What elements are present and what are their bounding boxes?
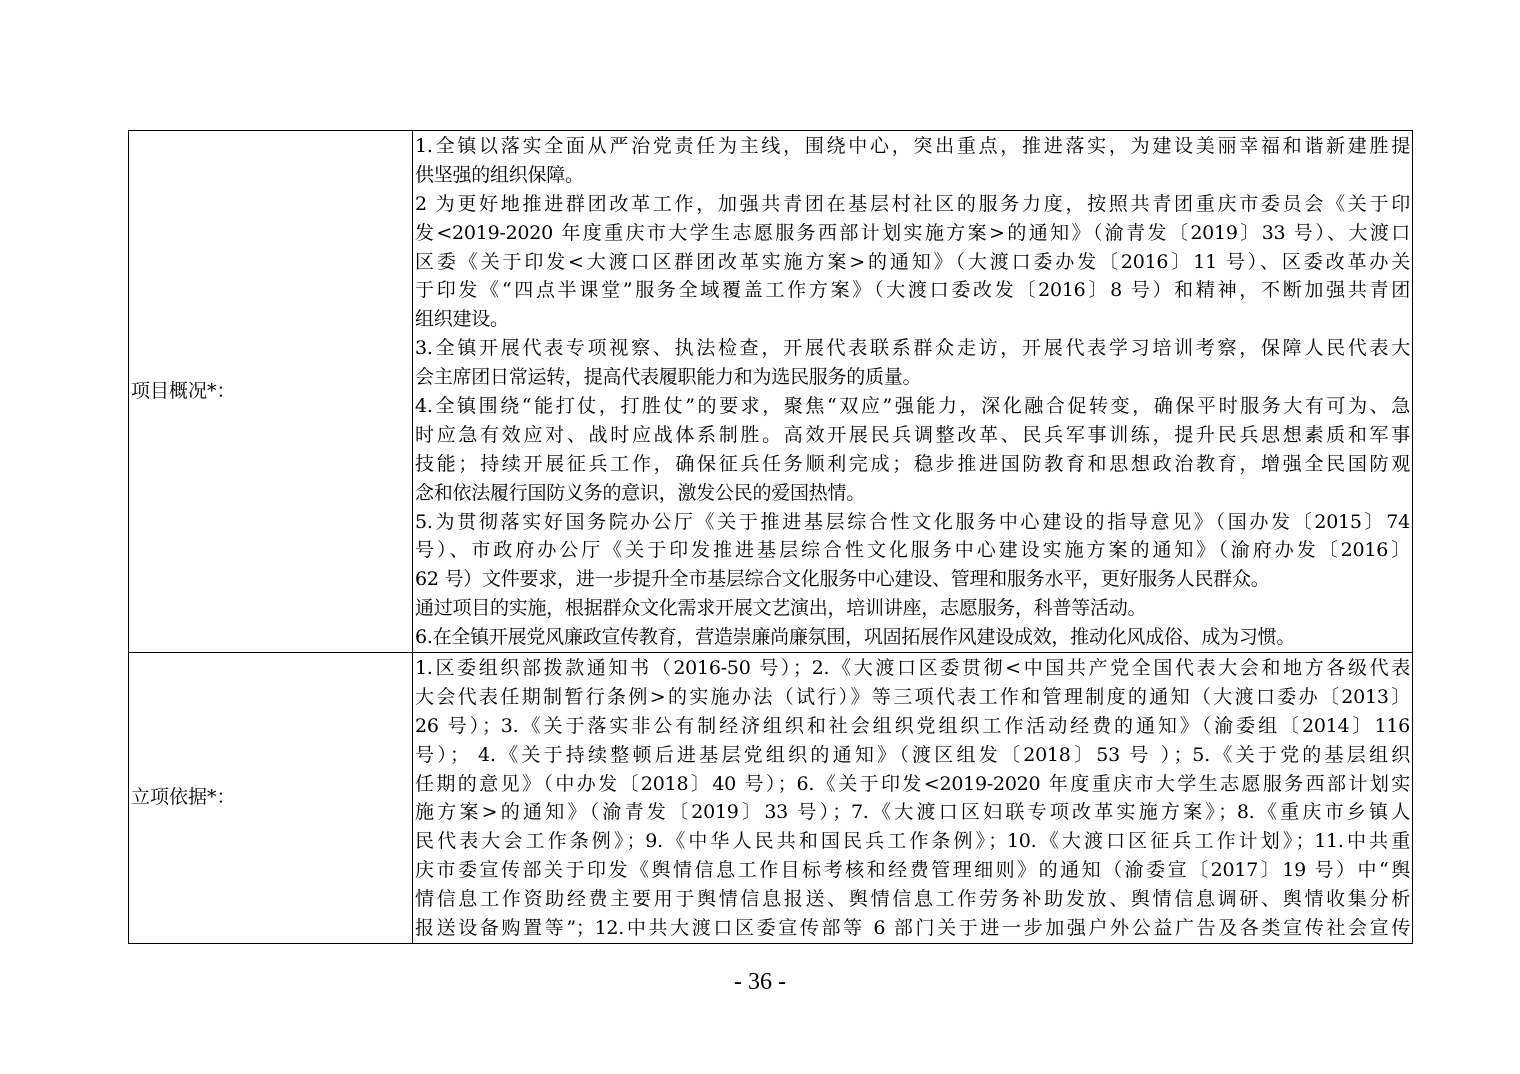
- overview-line: 通过项目的实施，根据群众文化需求开展文艺演出，培训讲座，志愿服务，科普等活动。: [415, 597, 1147, 620]
- overview-line: 1.全镇以落实全面从严治党责任为主线，围绕中心，突出重点，推进落实，为建设美丽幸福和谐新建胜提: [415, 135, 1410, 157]
- project-info-table: [128, 130, 1413, 944]
- overview-line: 5.为贯彻落实好国务院办公厅《关于推进基层综合性文化服务中心建设的指导意见》（国办发〔2015〕74: [415, 510, 1410, 533]
- overview-line: 4.全镇围绕“能打仗，打胜仗”的要求，聚焦“双应”强能力，深化融合促转变，确保平时服务大有可为、急: [415, 395, 1410, 418]
- overview-line: 6.在全镇开展党风廉政宣传教育，营造崇廉尚廉氛围，巩固拓展作风建设成效，推动化风成俗、成为习惯。: [415, 626, 1296, 649]
- project-basis-label: 立项依据*：: [129, 653, 413, 944]
- basis-line: 民代表大会工作条例》；9.《中华人民共和国民兵工作条例》；10.《大渡口区征兵工作计划》；11.中共重: [415, 830, 1410, 853]
- overview-line: 区委《关于印发<大渡口区群团改革实施方案>的通知》（大渡口委办发〔2016〕11 号）、区委改革办关: [415, 250, 1410, 273]
- overview-line: 号）、市政府办公厅《关于印发推进基层综合性文化服务中心建设实施方案的通知》（渝府办发〔2016〕: [415, 539, 1410, 562]
- overview-line: 组织建设。: [415, 308, 509, 331]
- overview-line: 62 号）文件要求，进一步提升全市基层综合文化服务中心建设、管理和服务水平，更好服务人民群众。: [415, 568, 1270, 591]
- overview-line: 会主席团日常运转，提高代表履职能力和为选民服务的质量。: [415, 366, 922, 389]
- basis-line: 施方案>的通知》（渝青发〔2019〕33 号）；7.《大渡口区妇联专项改革实施方案》；8.《重庆市乡镇人: [415, 801, 1410, 824]
- overview-line: 于印发《“四点半课堂”服务全域覆盖工作方案》（大渡口委改发〔2016〕8 号）和精神，不断加强共青团: [415, 279, 1410, 302]
- basis-line: 任期的意见》（中办发〔2018〕40 号）；6.《关于印发<2019-2020 年度重庆市大学生志愿服务西部计划实: [415, 772, 1410, 795]
- table-row-project-overview: [129, 131, 1413, 653]
- overview-line: 供坚强的组织保障。: [415, 163, 584, 186]
- overview-line: 发<2019-2020 年度重庆市大学生志愿服务西部计划实施方案>的通知》（渝青发〔2019〕33 号）、大渡口: [415, 221, 1410, 244]
- project-overview-content: [413, 131, 1413, 653]
- overview-line: 时应急有效应对、战时应战体系制胜。高效开展民兵调整改革、民兵军事训练，提升民兵思想素质和军事: [415, 423, 1410, 446]
- basis-line: 报送设备购置等”；12.中共大渡口区委宣传部等 6 部门关于进一步加强户外公益广告及各类宣传社会宣传: [415, 917, 1410, 940]
- basis-line: 1.区委组织部拨款通知书（2016-50 号）；2.《大渡口区委贯彻<中国共产党全国代表大会和地方各级代表: [415, 657, 1410, 680]
- overview-line: 技能；持续开展征兵工作，确保征兵任务顺利完成；稳步推进国防教育和思想政治教育，增强全民国防观: [415, 452, 1410, 475]
- basis-line: 26 号）；3.《关于落实非公有制经济组织和社会组织党组织工作活动经费的通知》（渝委组〔2014〕116: [415, 714, 1410, 737]
- project-overview-label: 项目概况*：: [129, 131, 413, 653]
- table-row-project-basis: [129, 653, 1413, 944]
- basis-line: 情信息工作资助经费主要用于舆情信息报送、舆情信息工作劳务补助发放、舆情信息调研、舆情收集分析: [415, 888, 1410, 911]
- basis-line: 号）； 4.《关于持续整顿后进基层党组织的通知》（渡区组发〔2018〕53 号 ）；5.《关于党的基层组织: [415, 743, 1410, 766]
- overview-line: 2 为更好地推进群团改革工作，加强共青团在基层村社区的服务力度，按照共青团重庆市委员会《关于印: [415, 192, 1410, 215]
- project-basis-content: [413, 653, 1413, 944]
- basis-line: 庆市委宣传部关于印发《舆情信息工作目标考核和经费管理细则》的通知（渝委宣〔2017〕19 号）中“舆: [415, 859, 1410, 882]
- page-number: - 36 -: [734, 969, 786, 995]
- overview-line: 3.全镇开展代表专项视察、执法检查，开展代表联系群众走访，开展代表学习培训考察，保障人民代表大: [415, 337, 1410, 360]
- overview-line: 念和依法履行国防义务的意识，激发公民的爱国热情。: [415, 481, 866, 504]
- basis-line: 大会代表任期制暂行条例>的实施办法（试行）》等三项代表工作和管理制度的通知（大渡口委办〔2013〕: [415, 685, 1410, 708]
